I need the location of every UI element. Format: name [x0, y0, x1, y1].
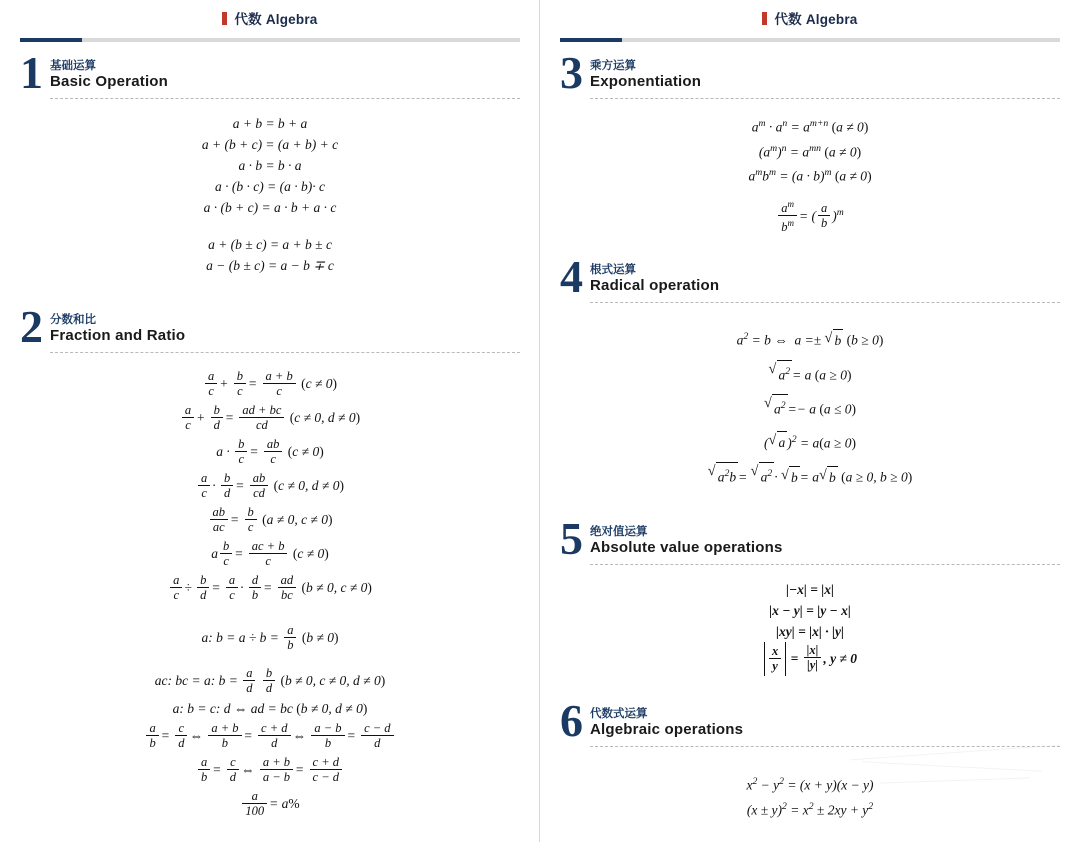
section-titles: [590, 58, 1060, 91]
section-number: 2: [20, 301, 43, 352]
formula-item: |x − y| = |y − x|: [769, 602, 851, 618]
section-header: [560, 512, 1060, 564]
formula-item: a − (b ± c) = a − b ∓ c: [206, 258, 334, 273]
section-titles: [590, 706, 1060, 739]
section-header: [560, 695, 1060, 747]
formula-item: a · (b + c) = a · b + a · c: [203, 200, 337, 215]
formula-item: $a^m \cdot a^n = a^{m+n}$ (a ≠ 0): [751, 118, 869, 135]
formula-item: a · (b · c) = (a · b)· c: [215, 179, 325, 194]
formula-item: ac: bc = a: b = $\frac{a}{d}$ $\frac{b}{d}$ (b ≠ 0, c ≠ 0, d ≠ 0): [154, 665, 386, 695]
section-basic-operation: [20, 47, 520, 276]
left-column-header: [20, 0, 520, 30]
section-title-cn: 绝对值运算: [590, 525, 648, 538]
section-title-en: Fraction and Ratio: [50, 327, 186, 344]
formula-item: $\frac{ab}{ac}$ = $\frac{b}{c}$ (a ≠ 0, c ≠ 0): [20, 503, 520, 537]
section-exponentiation: [560, 47, 1060, 236]
section-radical-operation: [560, 251, 1060, 488]
formula-item: a · $\frac{b}{c}$ = $\frac{ab}{c}$ (c ≠ 0): [216, 436, 324, 466]
formula-item: a: b = c: d ⇔ ad = bc (b ≠ 0, d ≠ 0): [172, 701, 368, 716]
section-number: 5: [560, 512, 583, 564]
formula-item: ( √ a )$^2$ = a(a ≥ 0): [560, 429, 1060, 454]
section-title-cn: 基础运算: [50, 60, 96, 72]
formula-item: a $\frac{b}{c}$ = $\frac{ac + b}{c}$ (c ≠ 0): [211, 538, 329, 568]
formula-item: $a^2 = b$ ⇔ a =± √ b (b ≥ 0): [560, 326, 1060, 351]
formula-item: $\frac{a}{c}$ · $\frac{b}{d}$ = $\frac{ab}{cd}$ (c ≠ 0, d ≠ 0): [20, 469, 520, 503]
formula-item: $(a^m)^n = a^{mn}$ (a ≠ 0): [758, 142, 862, 159]
formula-list: [560, 747, 1060, 820]
formula-item: √ $a^2 = a$ (a ≥ 0): [560, 360, 1060, 386]
formula-item: $(x \pm y)^2 = x^2 \pm 2xy + y^2$: [746, 800, 874, 818]
section-title-cn: 根式运算: [590, 264, 636, 277]
formula-list: [20, 99, 520, 276]
formula-list: [560, 303, 1060, 488]
section-titles: [590, 524, 1060, 557]
header-rule: [560, 38, 1060, 42]
section-titles: [50, 58, 520, 91]
section-title-en: Exponentiation: [590, 73, 702, 90]
formula-item: |−x| = |x|: [785, 581, 834, 597]
formula-item: $a^mb^m = (a \cdot b)^m$ (a ≠ 0): [748, 167, 872, 184]
section-fraction-and-ratio: [20, 301, 520, 821]
formula-item: $\frac{a}{b}$ = $\frac{c}{d}$ ⇔ $\frac{a + b}{b}$ = $\frac{c + d}{d}$ ⇔ $\frac{a - b}{b}$ = $\frac{c - d}{d}$: [20, 719, 520, 753]
section-algebraic-operations: [560, 695, 1060, 820]
section-number: 6: [560, 695, 583, 747]
section-title-cn: 代数式运算: [590, 708, 648, 721]
section-title-en: Absolute value operations: [590, 538, 783, 556]
red-bar-icon: [222, 12, 227, 25]
formula-list: [560, 565, 1060, 677]
section-header: [20, 301, 520, 352]
formula-item: a + (b + c) = (a + b) + c: [201, 137, 339, 152]
right-column: [540, 0, 1080, 842]
section-title-en: Radical operation: [590, 277, 720, 295]
header-title: 代数 Algebra: [234, 12, 318, 27]
section-title-en: Basic Operation: [50, 73, 169, 90]
section-absolute-value: [560, 512, 1060, 677]
header-rule-accent: [560, 38, 622, 42]
formula-item: $\frac{a}{b}$ = $\frac{c}{d}$ ⇔ $\frac{a + b}{a - b}$ = $\frac{c + d}{c - d}$: [20, 753, 520, 787]
formula-item: $\frac{a}{c}$ ÷ $\frac{b}{d}$ = $\frac{a}{c}$ · $\frac{d}{b}$ = $\frac{ad}{bc}$ (b ≠ 0, c ≠ 0): [20, 571, 520, 605]
header-rule-accent: [20, 38, 82, 42]
section-header: [20, 47, 520, 98]
formula-item: a + b = b + a: [232, 116, 308, 131]
section-title-en: Algebraic operations: [590, 721, 744, 739]
formula-item: √ $a^2b$ = √ $a^2$ · √ b = a √ b (a ≥ 0, b ≥ 0): [560, 462, 1060, 488]
section-titles: [590, 262, 1060, 295]
section-number: 4: [560, 251, 583, 303]
formula-item: a + (b ± c) = a + b ± c: [208, 237, 332, 252]
formula-item: |xy| = |x| · |y|: [776, 623, 844, 639]
right-column-header: [560, 0, 1060, 30]
section-title-cn: 分数和比: [50, 314, 96, 326]
formula-item: $\frac{a}{c}$ + $\frac{b}{c}$ = $\frac{a + b}{c}$ (c ≠ 0): [20, 367, 520, 401]
formula-item: $\frac{a}{c}$ + $\frac{b}{d}$ = $\frac{ad + bc}{cd}$ (c ≠ 0, d ≠ 0): [20, 401, 520, 435]
formula-item: $\frac{a}{100}$ = a%: [20, 787, 520, 821]
formula-item: √ $a^2 =- a$ (a ≤ 0): [560, 394, 1060, 420]
section-number: 1: [20, 47, 43, 98]
formula-item: $\frac{x}{y}$ = $\frac{|x|}{|y|}$ , y ≠ 0: [560, 642, 1060, 677]
section-titles: [50, 312, 520, 345]
header-rule: [20, 38, 520, 42]
formula-item: $x^2 - y^2 = (x + y)(x - y)$: [746, 776, 874, 793]
formula-item: $\frac{a^m}{b^m}$ = ( $\frac{a}{b}$ )$^m$: [560, 196, 1060, 237]
header-title: 代数 Algebra: [774, 12, 858, 27]
formula-list: [560, 99, 1060, 236]
red-bar-icon: [762, 12, 767, 25]
formula-list: [20, 353, 520, 821]
formula-item: a · b = b · a: [238, 158, 302, 173]
section-header: [560, 47, 1060, 98]
section-title-cn: 乘方运算: [590, 60, 636, 72]
section-header: [560, 251, 1060, 303]
section-number: 3: [560, 47, 583, 98]
formula-item: a: b = a ÷ b = $\frac{a}{b}$ (b ≠ 0): [201, 622, 339, 652]
